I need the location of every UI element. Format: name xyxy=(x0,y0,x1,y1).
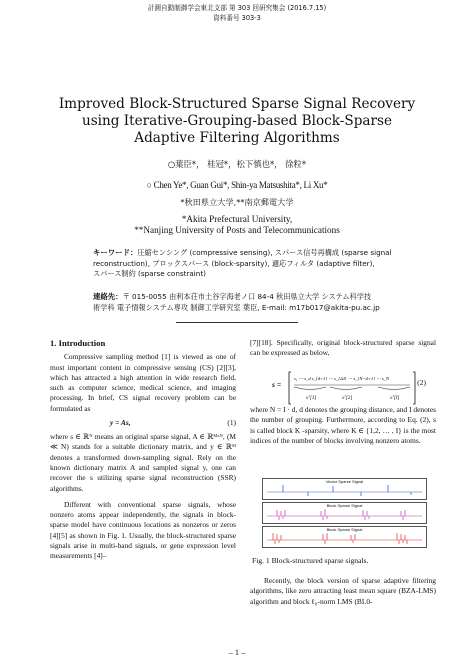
text-line: where N = I · d, d denotes the grouping distance, and I xyxy=(250,405,412,414)
equation-2 xyxy=(250,368,436,408)
affiliation-english-1: *Akita Prefectural University, xyxy=(181,214,293,224)
intro-paragraph-1 xyxy=(50,352,236,414)
intro-paragraph-2 xyxy=(50,432,236,494)
text-line: signal. Rely on the known dictionary matrix A and xyxy=(50,452,236,472)
figure-1-panel-title: Block Sparse Signal xyxy=(326,503,363,508)
text-line: and imaging processing. In brief, CS signal recovery xyxy=(50,383,236,403)
equation-1-number: (1) xyxy=(227,418,236,428)
paper-title-line-2: using Iterative-Grouping-based Block-Sparse xyxy=(81,113,393,129)
keywords-block xyxy=(93,248,393,278)
figure-1-panel-block-a xyxy=(262,502,427,524)
section-heading-introduction: 1. Introduction xyxy=(50,338,106,348)
authors-english: ○ Chen Ye*, Guan Gui*, Shin-ya Matsushita*, Li Xu* xyxy=(146,180,328,190)
text-line: [7][18]. Specifically, original block-structured sparse xyxy=(250,338,415,347)
figure-1-vector-signal xyxy=(263,479,426,499)
contact-line-2: 術学科 電子情報システム専攻 制御工学研究室 葉臣, E-mail: m17b017@akita-pu.ac.jp xyxy=(93,302,380,312)
keywords-line-2: reconstruction), ブロックスパース (block-sparsity), 適応フィルタ (adaptive filter), xyxy=(93,258,375,268)
paper-title-line-3: Adaptive Filtering Algorithms xyxy=(134,130,340,146)
figure-1-block-signal-b xyxy=(263,527,426,547)
text-line: ℝᴹˣᴺ, (M ≪ N) stands for a suitable dictionary matrix, xyxy=(50,432,236,452)
svg-text:sᵀ[2]: sᵀ[2] xyxy=(342,396,353,401)
figure-1-caption: Fig. 1 Block-structured sparse signals. xyxy=(252,556,369,565)
figure-1-block-signal-a xyxy=(263,503,426,523)
document-number: 資料番号 303-3 xyxy=(213,14,261,22)
header-separator-rule xyxy=(176,322,298,323)
text-line: Compressive sampling method [1] is viewed as one of xyxy=(64,352,236,362)
text-line: (BZA-LMS) algorithm and block ℓ₀-norm LMS (BL0- xyxy=(250,586,436,606)
equation-1 xyxy=(50,416,236,430)
keywords-line-1: 圧縮センシング (compressive sensing), スパース信号再構成 (sparse signal xyxy=(137,248,392,257)
right-column-bottom xyxy=(250,576,436,607)
right-paragraph-2 xyxy=(250,405,436,446)
figure-1-panel-title: Vector Sparse Signal xyxy=(325,479,364,484)
text-line: where s ∈ ℝᴺ means an original sparse signal, A ∈ xyxy=(50,432,205,442)
conference-header: 計測自動制御学会東北支部 第 303 回研究集会 (2016.7.15) xyxy=(147,4,327,12)
affiliation-english-2: **Nanjing University of Posts and Telecommunications xyxy=(134,225,340,235)
contact-block xyxy=(93,292,403,313)
text-line: most important content in compressive sensing (CS) xyxy=(50,362,214,372)
text-line: Recently, the block version of sparse adaptive filtering xyxy=(264,576,436,585)
text-line: sampled signal y, one can recover the s utilizing sparse xyxy=(50,462,236,483)
text-line: involving nonzero atoms. xyxy=(345,435,421,445)
equation-2-number: (2) xyxy=(417,378,426,387)
keywords-line-3: スパース制約 (sparse constraint) xyxy=(93,268,206,278)
svg-text:s₁ ⋯ s_d s_{d+1} ⋯ s_{2d} ⋯: s₁ ⋯ s_d s_{d+1} ⋯ s_{2d} ⋯ s_{N−d+1} ⋯ s_N xyxy=(294,376,390,381)
contact-line-1: 〒 015-0055 由利本荘市土谷字海老ノ口 84-4 秋田県立大学 システム科学技 xyxy=(122,292,372,301)
figure-1-panel-vector xyxy=(262,478,427,500)
text-line: denotes the number of grouping. Furthermore, according xyxy=(250,405,436,425)
svg-text:sᵀ[1]: sᵀ[1] xyxy=(306,396,317,401)
text-line: signals, or gene expression level measurements [4]– xyxy=(50,541,236,561)
text-line: algorithms, like zero attracting least mean square xyxy=(250,586,397,596)
text-line: nonzero atoms appear independently, the signals in xyxy=(50,510,214,520)
text-line: {1,2, … , I} is the most indices of the number of blocks xyxy=(250,425,436,445)
text-line: [2][3], which has attracted a high attention in wide xyxy=(50,362,236,382)
intro-paragraph-3 xyxy=(50,500,236,562)
right-paragraph-3 xyxy=(250,576,436,607)
keywords-label: キーワード： xyxy=(93,248,138,257)
text-line: Different with conventional sparse signals, whose xyxy=(64,499,236,509)
paper-title-line-1: Improved Block-Structured Sparse Signal Recovery xyxy=(58,96,416,112)
text-line: signal can be expressed as below, xyxy=(250,338,436,358)
text-line: research field, such as computer science, medical science, xyxy=(50,372,236,393)
equation-1-body: y = As, xyxy=(110,418,131,428)
authors-japanese: ○葉臣*， 桂冠*，松下慎也*， 徐粒* xyxy=(167,159,307,169)
affiliation-japanese: *秋田県立大学,**南京郵電大学 xyxy=(180,197,294,207)
text-line: signal reconstruction (SSR) algorithms. xyxy=(50,473,236,493)
text-line: to Eq. (2), s is called block K -sparsity, where K ∈ xyxy=(250,415,436,435)
figure-1-panel-title: Block Sparse Signal xyxy=(326,527,363,532)
left-column xyxy=(50,338,236,562)
text-line: and y ∈ ℝᴹ denotes a transformed down-sampling xyxy=(50,442,236,462)
text-line: block-structured sparse signals arise in multi-band xyxy=(50,530,236,551)
svg-text:sᵀ[I]: sᵀ[I] xyxy=(390,396,400,401)
right-paragraph-1 xyxy=(250,338,436,359)
text-line: nonzeros or zeros [4][5] as shown in Fig. 1. Usually, the xyxy=(50,520,237,540)
figure-1-panel-block-b xyxy=(262,526,427,548)
text-line: block-sparse model have continuous locations as xyxy=(50,510,236,530)
equation-2-lhs: s = xyxy=(272,380,282,389)
page-number: – 1 – xyxy=(228,648,246,657)
contact-label: 連絡先： xyxy=(93,292,123,301)
text-line: problem can be formulated as xyxy=(50,393,236,413)
right-column xyxy=(250,338,436,359)
right-column-continued xyxy=(250,405,436,446)
equation-2-vector xyxy=(288,368,416,408)
